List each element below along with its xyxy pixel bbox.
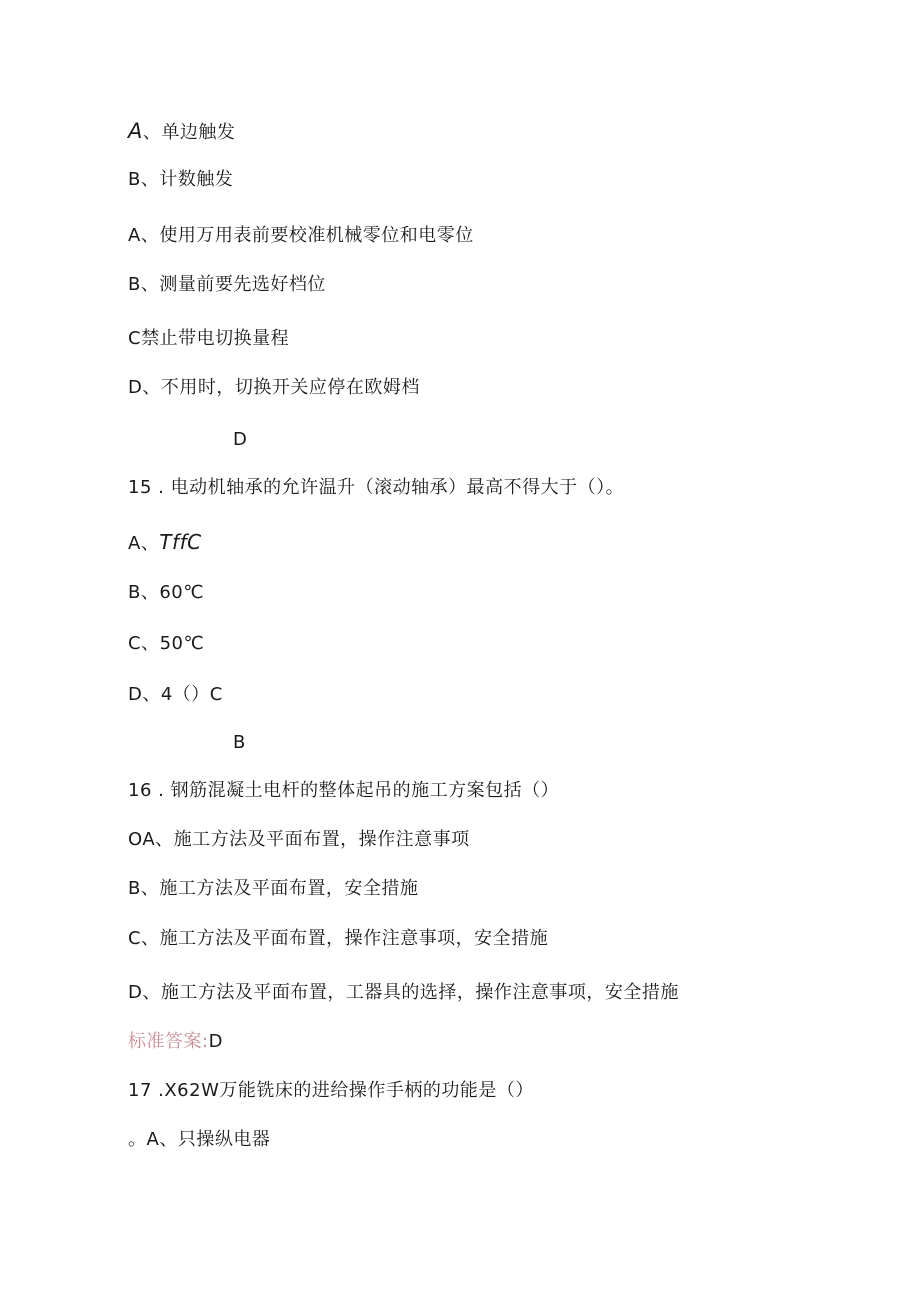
option-prefix: A、 [128,533,160,554]
option-letter: A [128,119,143,143]
q14-answer: D [233,429,248,450]
option-text: 、单边触发 [142,122,236,143]
option-value: TffC [159,530,202,554]
option-a [128,119,235,145]
q17-stem: 17 .X62W万能铣床的进给操作手柄的功能是（） [128,1080,534,1101]
standard-answer-label: 标准答案: [128,1031,209,1052]
q14-option-b: B、测量前要先选好档位 [128,274,326,295]
q16-option-b: B、施工方法及平面布置，安全措施 [128,878,419,899]
q14-option-d: D、不用时，切换开关应停在欧姆档 [128,377,420,398]
q15-answer: B [233,732,246,753]
q16-option-c: C、施工方法及平面布置，操作注意事项，安全措施 [128,928,549,949]
standard-answer-value: D [208,1031,223,1052]
q14-option-a: A、使用万用表前要校准机械零位和电零位 [128,225,474,246]
option-b: B、计数触发 [128,169,234,190]
q16-option-d: D、施工方法及平面布置，工器具的选择，操作注意事项，安全措施 [128,982,679,1003]
q15-option-d: D、4（）C [128,684,223,705]
q16-standard-answer [128,1030,223,1054]
q17-option-a: 。A、只操纵电器 [128,1129,271,1150]
q14-option-c: C禁止带电切换量程 [128,328,290,349]
q15-option-a [128,530,202,556]
q16-option-a: OA、施工方法及平面布置，操作注意事项 [128,829,470,850]
q15-stem: 15 . 电动机轴承的允许温升（滚动轴承）最高不得大于（）。 [128,477,625,498]
q15-option-c: C、50℃ [128,633,205,654]
q15-option-b: B、60℃ [128,582,204,603]
q16-stem: 16 . 钢筋混凝土电杆的整体起吊的施工方案包括（） [128,780,560,801]
